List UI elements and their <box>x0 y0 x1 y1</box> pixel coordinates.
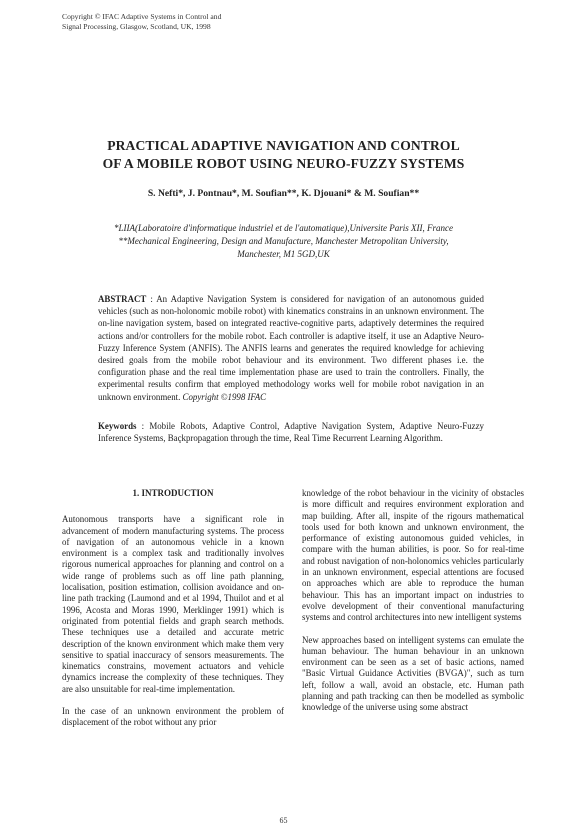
title-line-2: OF A MOBILE ROBOT USING NEURO-FUZZY SYSTEMS <box>102 156 465 171</box>
section-heading-introduction: 1. INTRODUCTION <box>132 488 214 498</box>
affiliation-2: **Mechanical Engineering, Design and Manufacture, Manchester Metropolitan University, <box>118 236 449 246</box>
affiliations <box>88 222 479 261</box>
abstract-copyright: Copyright ©1998 IFAC <box>182 391 267 402</box>
copyright-notice <box>62 12 221 32</box>
right-paragraph-1: knowledge of the robot behaviour in the vicinity of obstacles is more difficult and requires environment exploration and map building. After all, inspite of the rigours mathematical tools used for both known and unknown environment, the performance of existing autonomous guided vehicles, in compare with the human abilities, is poor. So for real-time and robust navigation of non-holonomics vehicles particularly in an unknown environment, especial attentions are focused on approaches which are able to reproduce the human behaviour. This has an important impact on industries to evolve development of their conventional manufacturing systems and control architectures into new intelligent systems <box>302 488 524 623</box>
keywords-text: : Mobile Robots, Adaptive Control, Adaptive Navigation System, Adaptive Neuro-Fuzzy Inference Systems, Baçkpropagation through the time, Real Time Recurrent Learning Algorithm. <box>98 421 484 444</box>
abstract-text: : An Adaptive Navigation System is considered for navigation of an autonomous guided vehicles (such as non-holonomic mobile robot) with kinematics constrains in an unknown environment. The on-line navigation system, based on integrated reactive-cognitive parts, adaptively determines the required actions and/or controllers for the mobile robot. Each controller is adaptive itself, it use an Adaptive Neuro-Fuzzy Inference System (ANFIS). The ANFIS learns and generates the required knowledge for achieving desired goals from the mobile robot behaviour and its environment. Two different phases i.e. the configuration phase and the real time implementation phase are used to train the controllers. Finally, the experimental results confirm that employed methodology works well for mobile robot navigation in an unknown environment. <box>98 294 484 402</box>
intro-paragraph-1: Autonomous transports have a significant role in advancement of modern manufacturing systems. The process of navigation of an autonomous vehicle in a known environment is a complex task and traditionally involves rigorous numerical approaches for planning and control on a wide range of problems such as off line path planning, localisation, position estimation, collision avoidance and on-line path tracking (Laumond and et al 1994, Thuilot and et al 1996, Acosta and Moras 1990, Merklinger 1991) which is originated from potential fields and graph search methods. These techniques use a detailed and accurate metric description of the known environment which make them very sensitive to spatial inaccuracy of sensors measurements. The kinematics constrains, movement actuators and vehicle dynamics increase the complexity of these techniques. They are also unsuitable for real-time implementation. <box>62 514 284 694</box>
page-number: 65 <box>279 816 288 825</box>
keywords-label: Keywords <box>98 421 137 431</box>
abstract <box>98 293 484 403</box>
keywords <box>98 420 484 444</box>
copyright-line-1: Copyright © IFAC Adaptive Systems in Control and <box>62 12 222 21</box>
intro-paragraph-2: In the case of an unknown environment the problem of displacement of the robot without any prior <box>62 706 284 728</box>
title-line-1: PRACTICAL ADAPTIVE NAVIGATION AND CONTROL <box>107 138 460 153</box>
author-list: S. Nefti*, J. Pontnau*, M. Soufian**, K. Djouani* & M. Soufian** <box>147 188 420 199</box>
left-column <box>62 488 284 740</box>
copyright-line-2: Signal Processing, Glasgow, Scotland, UK, 1998 <box>62 22 211 31</box>
paper-title <box>60 137 507 173</box>
right-paragraph-2: New approaches based on intelligent systems can emulate the human behaviour. The human behaviour in an unknown environment can be seen as a set of basic actions, named "Basic Virtual Guidance Activities (BVGA)", such as turn left, follow a wall, avoid an obstacle, etc. Human path planning and path tracking can then be modelled as symbolic knowledge of the universe using some abstract <box>302 634 524 713</box>
abstract-label: ABSTRACT <box>98 294 147 304</box>
right-column <box>302 488 524 725</box>
affiliation-1: *LIIA(Laboratoire d'informatique industriel et de l'automatique),Universite Paris XII, France <box>114 223 453 233</box>
affiliation-3: Manchester, M1 5GD,UK <box>237 249 330 259</box>
